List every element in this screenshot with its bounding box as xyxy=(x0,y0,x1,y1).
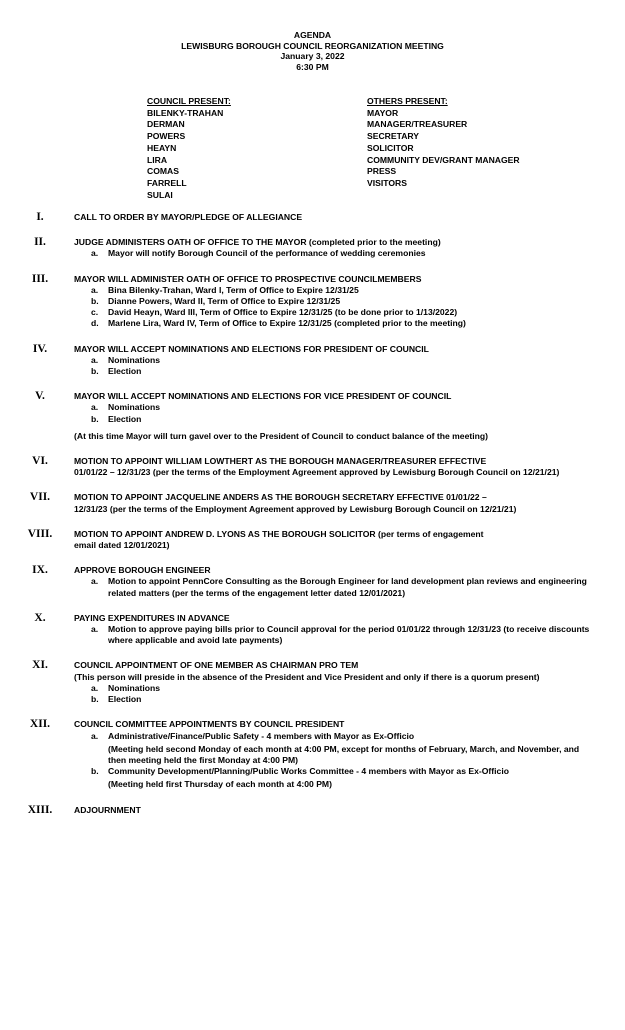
item-title: COUNCIL COMMITTEE APPOINTMENTS BY COUNCIL PRESIDENT xyxy=(74,719,345,730)
others-present-name: MAYOR xyxy=(367,107,399,118)
sub-item-letter: a. xyxy=(91,576,99,587)
item-title: MOTION TO APPOINT ANDREW D. LYONS AS THE BOROUGH SOLICITOR (per terms of engagement xyxy=(74,528,484,539)
sub-item-text: Motion to approve paying bills prior to Council approval for the period 01/01/22 through 12/31/23 (to receive discounts where applicable and avoid late payments) xyxy=(108,624,590,646)
council-member-name: LIRA xyxy=(147,154,168,165)
agenda-item xyxy=(0,660,625,705)
sub-item xyxy=(74,366,595,377)
sub-item-letter: a. xyxy=(91,354,99,365)
sub-item-text: Dianne Powers, Ward II, Term of Office to Expire 12/31/25 xyxy=(108,296,341,307)
sub-item-description: (Meeting held first Thursday of each month at 4:00 PM) xyxy=(108,779,332,790)
council-present-heading: COUNCIL PRESENT: xyxy=(147,96,231,106)
sub-item-text: David Heayn, Ward III, Term of Office to Expire 12/31/25 (to be done prior to 1/13/2022) xyxy=(108,307,458,318)
sub-item-letter: a. xyxy=(91,248,99,259)
sub-item-text: Administrative/Finance/Public Safety - 4 members with Mayor as Ex-Officio xyxy=(108,730,415,741)
sub-item-text: Election xyxy=(108,694,142,705)
sub-item xyxy=(74,731,595,767)
item-title: PAYING EXPENDITURES IN ADVANCE xyxy=(74,612,230,623)
item-number: XIII. xyxy=(27,803,53,816)
council-member-name: BILENKY-TRAHAN xyxy=(147,107,224,118)
others-present-name: COMMUNITY DEV/GRANT MANAGER xyxy=(367,154,520,165)
council-member-name: DERMAN xyxy=(147,119,185,130)
item-title: MOTION TO APPOINT WILLIAM LOWTHERT AS THE BOROUGH MANAGER/TREASURER EFFECTIVE xyxy=(74,456,487,467)
others-present-name: SECRETARY xyxy=(367,131,420,142)
agenda-item xyxy=(0,344,625,378)
sub-item xyxy=(74,624,595,646)
meeting-time: 6:30 PM xyxy=(296,61,329,72)
item-number: X. xyxy=(34,611,46,624)
sub-item-text: Nominations xyxy=(108,682,161,693)
meeting-date: January 3, 2022 xyxy=(280,51,345,62)
item-title: MAYOR WILL ACCEPT NOMINATIONS AND ELECTIONS FOR PRESIDENT OF COUNCIL xyxy=(74,343,429,354)
sub-item xyxy=(74,694,595,705)
sub-item xyxy=(74,285,595,296)
sub-item-text: Bina Bilenky-Trahan, Ward I, Term of Office to Expire 12/31/25 xyxy=(108,284,359,295)
agenda-item xyxy=(0,719,625,790)
agenda-item xyxy=(0,391,625,442)
sub-item-text: Nominations xyxy=(108,402,161,413)
sub-item xyxy=(74,414,595,425)
sub-item-letter: b. xyxy=(91,413,99,424)
sub-item-letter: b. xyxy=(91,366,99,377)
sub-item xyxy=(74,318,595,329)
sub-item-letter: a. xyxy=(91,284,99,295)
others-present-name: VISITORS xyxy=(367,177,407,188)
item-title: MAYOR WILL ADMINISTER OATH OF OFFICE TO PROSPECTIVE COUNCILMEMBERS xyxy=(74,273,422,284)
sub-item-letter: a. xyxy=(91,730,99,741)
item-number: V. xyxy=(35,390,45,403)
sub-item-letter: b. xyxy=(91,296,99,307)
item-number: XII. xyxy=(29,718,51,731)
council-member-name: HEAYN xyxy=(147,142,177,153)
council-member-name: POWERS xyxy=(147,131,186,142)
council-present-list xyxy=(147,96,231,201)
item-number: II. xyxy=(34,236,46,249)
sub-item xyxy=(74,683,595,694)
item-title-continued: 01/01/22 – 12/31/23 (per the terms of the Employment Agreement approved by Lewisburg Borough Council on 12/21/21) xyxy=(74,467,560,478)
agenda-item xyxy=(0,212,625,223)
council-member-name: SULAI xyxy=(147,189,173,200)
agenda-item xyxy=(0,529,625,551)
sub-item-text: Mayor will notify Borough Council of the performance of wedding ceremonies xyxy=(108,248,426,259)
sub-item-description: (Meeting held second Monday of each month at 4:00 PM, except for months of February, March, and November, and then meeting held the first Monday at 4:00 PM) xyxy=(108,743,580,765)
sub-item xyxy=(74,355,595,366)
sub-item xyxy=(74,296,595,307)
item-number: I. xyxy=(36,211,44,223)
sub-item-letter: d. xyxy=(91,318,99,329)
meeting-name: LEWISBURG BOROUGH COUNCIL REORGANIZATION MEETING xyxy=(181,40,444,51)
sub-item-text: Community Development/Planning/Public Works Committee - 4 members with Mayor as Ex-Officio xyxy=(108,766,509,777)
agenda-item xyxy=(0,565,625,599)
sub-item-text: Marlene Lira, Ward IV, Term of Office to Expire 12/31/25 (completed prior to the meeting) xyxy=(108,318,466,329)
item-title-continued: email dated 12/01/2021) xyxy=(74,540,170,551)
others-present-heading: OTHERS PRESENT: xyxy=(367,96,448,106)
item-title-continued: 12/31/23 (per the terms of the Employment Agreement approved by Lewisburg Borough Council on 12/21/21) xyxy=(74,503,517,514)
agenda-item xyxy=(0,613,625,647)
item-number: III. xyxy=(31,272,49,285)
others-present-name: PRESS xyxy=(367,166,397,177)
sub-item-letter: b. xyxy=(91,694,99,705)
item-title: CALL TO ORDER BY MAYOR/PLEDGE OF ALLEGIANCE xyxy=(74,212,303,222)
sub-item-text: Election xyxy=(108,413,142,424)
item-number: VIII. xyxy=(27,527,53,540)
agenda-item xyxy=(0,805,625,816)
item-title: COUNCIL APPOINTMENT OF ONE MEMBER AS CHAIRMAN PRO TEM xyxy=(74,660,359,671)
item-title: APPROVE BOROUGH ENGINEER xyxy=(74,565,211,576)
item-number: VII. xyxy=(29,491,51,504)
sub-item-letter: a. xyxy=(91,402,99,413)
council-member-name: FARRELL xyxy=(147,177,187,188)
council-member-name: COMAS xyxy=(147,166,179,177)
agenda-item xyxy=(0,492,625,514)
sub-item-text: Motion to appoint PennCore Consulting as the Borough Engineer for land development plan reviews and engineering related matters (per the terms of the engagement letter dated 12/01/2021) xyxy=(108,576,587,598)
sub-item-letter: a. xyxy=(91,624,99,635)
item-number: IV. xyxy=(32,342,48,355)
others-present-name: MANAGER/TREASURER xyxy=(367,119,468,130)
agenda-item xyxy=(0,456,625,478)
item-title: ADJOURNMENT xyxy=(74,804,141,815)
item-title: MOTION TO APPOINT JACQUELINE ANDERS AS THE BOROUGH SECRETARY EFFECTIVE 01/01/22 – xyxy=(74,492,487,503)
item-number: XI. xyxy=(32,659,48,672)
sub-item-text: Election xyxy=(108,366,142,377)
sub-item xyxy=(74,766,595,790)
item-title: JUDGE ADMINISTERS OATH OF OFFICE TO THE MAYOR (completed prior to the meeting) xyxy=(74,237,441,248)
agenda-items xyxy=(0,212,625,830)
agenda-header xyxy=(0,30,625,72)
agenda-item xyxy=(0,274,625,330)
others-present-list xyxy=(367,96,520,190)
item-title: MAYOR WILL ACCEPT NOMINATIONS AND ELECTIONS FOR VICE PRESIDENT OF COUNCIL xyxy=(74,391,452,402)
agenda-item xyxy=(0,237,625,259)
sub-item xyxy=(74,402,595,413)
sub-item-letter: a. xyxy=(91,682,99,693)
item-number: IX. xyxy=(32,564,48,577)
sub-item-letter: c. xyxy=(91,307,99,318)
sub-item xyxy=(74,576,595,598)
sub-item xyxy=(74,248,595,259)
sub-item-text: Nominations xyxy=(108,354,161,365)
sub-item-letter: b. xyxy=(91,766,99,777)
item-title-continued: (This person will preside in the absence of the President and Vice President and only if there is a quorum present) xyxy=(74,671,540,682)
item-note: (At this time Mayor will turn gavel over to the President of Council to conduct balance of the meeting) xyxy=(74,430,488,441)
agenda-title: AGENDA xyxy=(293,30,332,40)
sub-item xyxy=(74,307,595,318)
item-number: VI. xyxy=(32,455,48,468)
others-present-name: SOLICITOR xyxy=(367,142,414,153)
